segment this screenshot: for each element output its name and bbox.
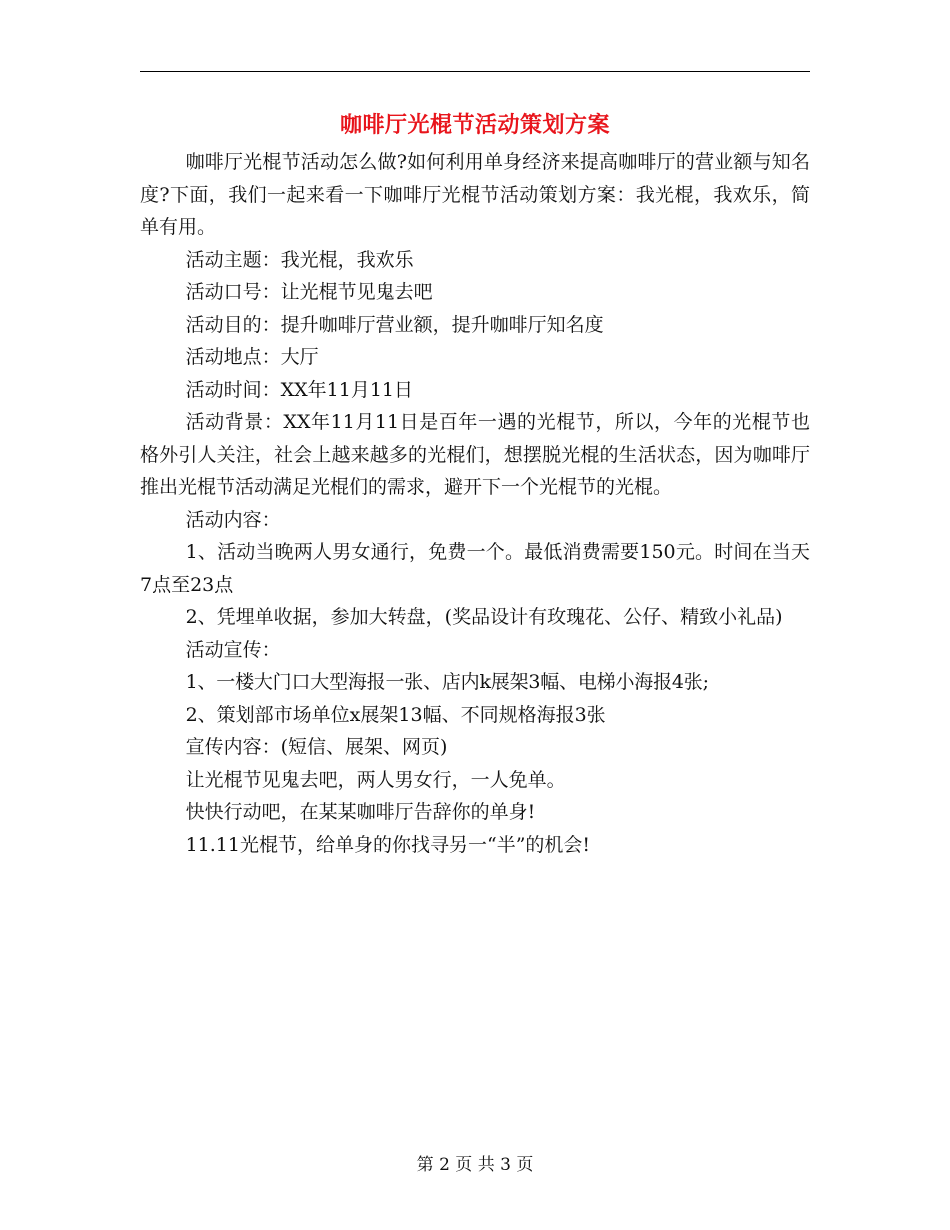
page-number: 第 2 页 共 3 页 [416,1155,534,1175]
paragraph-promo-heading: 活动宣传： [185,638,281,661]
paragraph-promo-line-2: 快快行动吧，在某某咖啡厅告辞你的单身! [185,801,536,823]
paragraph-content-item-1: 1、活动当晚两人男女通行，免费一个。最低消费需要150元。时间在当天7点至23点 [140,541,810,596]
paragraph-content-item-2: 2、凭埋单收据，参加大转盘，(奖品设计有玫瑰花、公仔、精致小礼品) [185,606,783,628]
paragraph-theme: 活动主题：我光棍，我欢乐 [185,248,414,271]
paragraph-content-heading: 活动内容： [185,508,281,531]
paragraph-background: 活动背景：XX年11月11日是百年一遇的光棍节，所以，今年的光棍节也格外引人关注，社会上越来越多的光棍们，想摆脱光棍的生活状态，因为咖啡厅推出光棍节活动满足光棍们的需求，避开下一个光棍节的光棍。 [140,411,810,498]
paragraph-intro: 咖啡厅光棍节活动怎么做?如何利用单身经济来提高咖啡厅的营业额与知名度?下面，我们一起来看一下咖啡厅光棍节活动策划方案：我光棍，我欢乐，简单有用。 [140,151,810,238]
paragraph-location: 活动地点：大厅 [185,346,319,368]
paragraph-slogan: 活动口号：让光棍节见鬼去吧 [185,281,433,303]
header-rule [140,71,810,72]
paragraph-promo-item-1: 1、一楼大门口大型海报一张、店内k展架3幅、电梯小海报4张; [185,671,709,693]
paragraph-promo-item-2: 2、策划部市场单位x展架13幅、不同规格海报3张 [185,703,606,726]
paragraph-time: 活动时间：XX年11月11日 [185,378,414,401]
paragraph-promo-content: 宣传内容：(短信、展架、网页) [185,736,448,758]
document-body [140,146,810,861]
paragraph-promo-line-1: 让光棍节见鬼去吧，两人男女行，一人免单。 [185,768,566,791]
paragraph-purpose: 活动目的：提升咖啡厅营业额，提升咖啡厅知名度 [185,313,604,336]
document-title: 咖啡厅光棍节活动策划方案 [339,112,610,138]
paragraph-promo-line-3: 11.11光棍节，给单身的你找寻另一“半”的机会! [185,833,591,856]
